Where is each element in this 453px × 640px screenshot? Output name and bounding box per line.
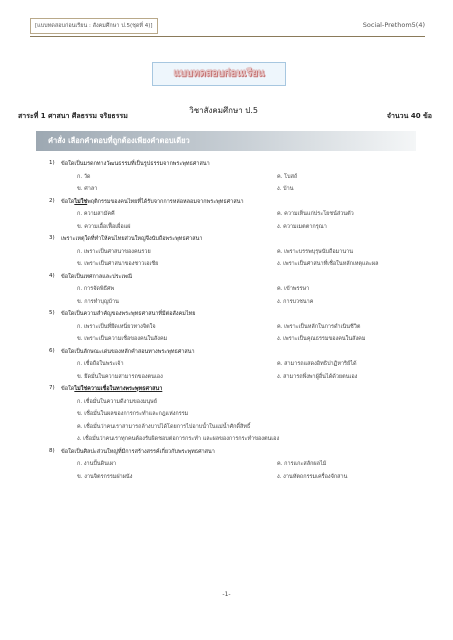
question-text [61, 448, 215, 456]
answer-option[interactable]: ก. เชื่อมั่นในความดีงามของมนุษย์ [77, 398, 158, 405]
answer-option[interactable]: ง. บ้าน [277, 186, 294, 192]
answer-option[interactable]: ง. งานหัตถกรรมเครื่องจักสาน [277, 473, 348, 480]
answer-option[interactable]: ค. โบสถ์ [277, 173, 298, 180]
options-row [49, 360, 429, 373]
answer-option[interactable]: ก. งานปั้นดินเผา [77, 461, 117, 467]
answer-option[interactable]: ข. เพราะเป็นศาสนาของชาวเอเชีย [77, 261, 159, 267]
question-text-emphasis: ไม่ใช่ [74, 198, 88, 205]
question-row [49, 448, 429, 461]
answer-option[interactable]: ก. ความสามัคคี [77, 211, 115, 217]
answer-option[interactable]: ก. เชื่อถือในพระเจ้า [77, 361, 124, 367]
options-row [49, 210, 429, 223]
options-row [49, 285, 429, 298]
answer-option[interactable]: ค. เพราะบรรพบุรุษนับถือมานาน [277, 248, 353, 255]
question-row [49, 160, 429, 173]
question-item [49, 160, 429, 198]
question-number: 3) [49, 235, 55, 241]
question-number: 7) [49, 385, 55, 391]
question-text-pre: ข้อใดเป็นความสำคัญของพระพุทธศาสนาที่มีต่อสังคมไทย [61, 311, 196, 317]
options-row [49, 373, 429, 386]
options-row [49, 260, 429, 273]
question-item [49, 273, 429, 311]
question-row [49, 198, 429, 211]
question-item [49, 198, 429, 236]
question-number: 2) [49, 197, 55, 204]
page-header [30, 17, 425, 37]
header-divider [30, 36, 425, 37]
question-text-pre: ข้อใด [61, 198, 75, 205]
question-number: 5) [49, 310, 55, 316]
options-row [49, 298, 429, 311]
answer-option[interactable]: ข. งานจิตรกรรมฝาผนัง [77, 473, 133, 480]
question-text [61, 310, 196, 318]
answer-option[interactable]: ข. ศาลา [77, 186, 98, 192]
options-row [49, 398, 429, 411]
answer-option[interactable]: ง. เชื่อมั่นว่าคนเราทุกคนต้องรับผิดชอบต่อการกระทำ และผลของการกระทำของตนเอง [77, 436, 280, 442]
subject-label: วิชาสังคมศึกษา ป.5 [189, 106, 258, 115]
options-row [49, 435, 429, 448]
answer-option[interactable]: ง. เพราะเป็นศาสนาที่เชื่อในหลักเหตุและผล [277, 261, 379, 267]
answer-option[interactable]: ข. การทำบุญบ้าน [77, 298, 119, 305]
options-row [49, 473, 429, 486]
question-count: จำนวน 40 ข้อ [386, 112, 432, 120]
question-item [49, 348, 429, 386]
instruction-banner [36, 131, 416, 151]
question-item [49, 385, 429, 448]
options-row [49, 423, 429, 436]
question-text [61, 273, 132, 281]
options-row [49, 173, 429, 186]
instruction-text: คำสั่ง เลือกคำตอบที่ถูกต้องเพียงคำตอบเดียว [48, 136, 190, 145]
question-item [49, 235, 429, 273]
answer-option[interactable]: ง. ความเมตตากรุณา [277, 223, 327, 230]
question-text-post: พฤติกรรมของคนไทยที่ได้รับจากการหล่อหลอมจากพระพุทธศาสนา [87, 198, 244, 205]
answer-option[interactable]: ค. การแกะสลักผลไม้ [277, 461, 327, 467]
question-row [49, 310, 429, 323]
options-row [49, 248, 429, 261]
page-title: แบบทดสอบก่อนเรียน [173, 68, 265, 79]
answer-option[interactable]: ง. การบวชนาค [277, 298, 314, 305]
answer-option[interactable]: ค. เพราะเป็นหลักในการดำเนินชีวิต [277, 323, 361, 330]
answer-option[interactable]: ข. ยึดมั่นในความสามารถของตนเอง [77, 373, 163, 380]
header-left-label: [แบบทดสอบก่อนเรียน : สังคมศึกษา ป.5(ชุดที่ 4)] [30, 18, 158, 34]
answer-option[interactable]: ค. ความเห็นแก่ประโยชน์ส่วนตัว [277, 211, 354, 217]
title-banner [152, 62, 286, 86]
question-text [61, 348, 195, 356]
question-list [49, 160, 429, 485]
question-item [49, 448, 429, 486]
question-text-pre: ข้อใด [61, 386, 75, 392]
answer-option[interactable]: ค. เชื่อมั่นว่าคนเราสามารถล้างบาปได้โดยการไปอาบน้ำในแม่น้ำศักดิ์สิทธิ์ [77, 423, 251, 430]
question-row [49, 385, 429, 398]
question-text [61, 385, 162, 393]
strand-label: สาระที่ 1 ศาสนา ศีลธรรม จริยธรรม [18, 112, 128, 120]
options-row [49, 410, 429, 423]
answer-option[interactable]: ข. เพราะเป็นความเชื่อของคนในสังคม [77, 336, 168, 342]
answer-option[interactable]: ก. การจัดพิธีศพ [77, 286, 115, 292]
answer-option[interactable]: ง. สามารถพึ่งพาผู้อื่นได้ด้วยตนเอง [277, 373, 358, 380]
header-right-label: Social-Prethom5(4) [362, 21, 425, 29]
options-row [49, 323, 429, 336]
question-text-pre: ข้อใดเป็นเทศกาลและประเพณี [61, 273, 133, 280]
answer-option[interactable]: ข. เชื่อมั่นในผลของการกระทำและกฎแห่งกรรม [77, 411, 189, 417]
question-text-pre: ข้อใดเป็นลักษณะเด่นของหลักคำสอนทางพระพุทธศาสนา [61, 348, 195, 355]
options-row [49, 460, 429, 473]
question-text [61, 235, 202, 243]
question-text-emphasis: ไม่ใช่ความเชื่อในทางพระพุทธศาสนา [74, 386, 163, 392]
question-text-pre: ข้อใดเป็นมรดกทางวัฒนธรรมที่เป็นรูปธรรมจากพระพุทธศาสนา [61, 161, 210, 167]
question-text-pre: เพราะเหตุใดที่ทำให้คนไทยส่วนใหญ่จึงนับถือพระพุทธศาสนา [61, 236, 203, 242]
strand-line [18, 111, 432, 123]
answer-option[interactable]: ก. เพราะเป็นศาสนาของคนรวย [77, 248, 151, 255]
options-row [49, 185, 429, 198]
page-number: -1- [222, 591, 231, 598]
question-item [49, 310, 429, 348]
question-row [49, 348, 429, 361]
question-number: 4) [49, 272, 55, 279]
answer-option[interactable]: ค. สามารถแสดงอิทธิปาฏิหาริย์ได้ [277, 361, 357, 367]
question-text-pre: ข้อใดเป็นศิลปะส่วนใหญ่ที่มีการสร้างสรรค์เกี่ยวกับพระพุทธศาสนา [61, 448, 215, 455]
question-row [49, 273, 429, 286]
question-text [61, 198, 244, 206]
answer-option[interactable]: ก. วัด [77, 173, 91, 180]
answer-option[interactable]: ข. ความเอื้อเฟื้อเผื่อแผ่ [77, 223, 131, 230]
question-row [49, 235, 429, 248]
question-number: 8) [49, 447, 55, 454]
question-number: 6) [49, 347, 55, 354]
answer-option[interactable]: ก. เพราะเป็นที่ยึดเหนี่ยวทางจิตใจ [77, 323, 156, 330]
question-text [61, 160, 210, 168]
options-row [49, 335, 429, 348]
question-number: 1) [49, 160, 55, 166]
answer-option[interactable]: ง. เพราะเป็นคุณธรรมของคนในสังคม [277, 336, 366, 342]
answer-option[interactable]: ค. เข้าพรรษา [277, 286, 310, 292]
options-row [49, 223, 429, 236]
